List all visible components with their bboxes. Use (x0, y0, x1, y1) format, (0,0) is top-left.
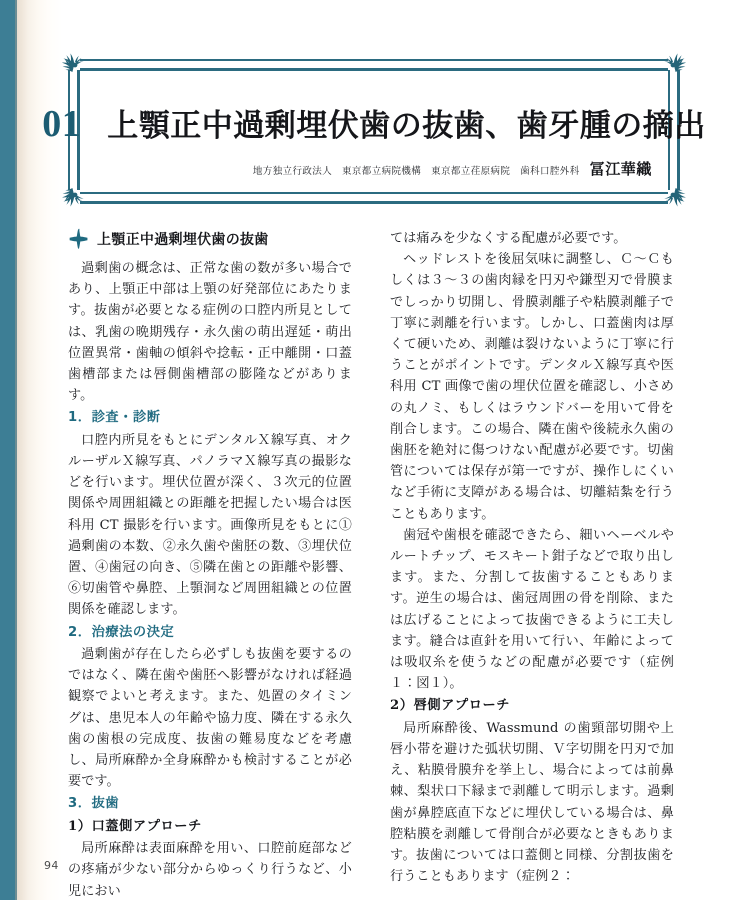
body-columns (68, 228, 674, 899)
paragraph: 局所麻酔は表面麻酔を用い、口腔前庭部などの疼痛が少ない部分からゆっくり行うなど、小児におい (68, 841, 352, 899)
paragraph: 口腔内所見をもとにデンタルＸ線写真、オクルーザルＸ線写真、パノラマＸ線写真の撮影などを行います。埋伏位置が深く、３次元的位置関係や周囲組織との距離を把握したい場合は医科用 CT 撮影を行います。画像所見をもとに①過剰歯の本数、②永久歯や歯胚の数、③埋伏位置、④歯冠の向き、⑤隣在歯との距離や影響、⑥切歯管や鼻腔、上顎洞など周囲組織との位置関係を確認します。 (68, 432, 352, 618)
author-affiliation: 地方独立行政法人 東京都立病院機構 東京都立荏原病院 歯科口腔外科 (252, 166, 580, 177)
author-name: 冨江華織 (589, 160, 652, 178)
leaf-fleuron-icon (58, 180, 90, 212)
right-column (390, 228, 674, 885)
paragraph: ヘッドレストを後屈気味に調整し、Ｃ～Ｃもしくは３～３の歯肉縁を円刃や鎌型刃で骨膜までしっかり切開し、骨膜剥離子や粘膜剥離子で丁寧に剥離を行います。しかし、口蓋歯肉は厚くて硬いため、剥離は裂けないように丁寧に行うことがポイントです。デンタルＸ線写真や医科用 CT 画像で歯の埋伏位置を確認し、小さめの丸ノミ、もしくはラウンドバーを用いて骨を削合します。この場合、隣在歯や後続永久歯の歯胚を絶対に傷つけない配慮が必要です。切歯管については保存が第一ですが、操作しにくいなど手術に支障がある場合は、切離結紮を行うこともあります。 (390, 252, 674, 522)
section-heading (68, 228, 352, 250)
header-rule-bottom (80, 192, 668, 204)
chapter-number: 01 (42, 102, 82, 145)
paragraph-continued: ては痛みを少なくする配慮が必要です。 (390, 231, 627, 246)
leaf-fleuron-icon (58, 48, 90, 80)
four-point-star-icon (68, 228, 90, 250)
byline (253, 158, 652, 179)
leaf-fleuron-icon (658, 48, 690, 80)
paragraph: 歯冠や歯根を確認できたら、細いヘーベルやルートチップ、モスキート鉗子などで取り出します。また、分割して抜歯することもあります。逆生の場合は、歯冠周囲の骨を削除、または広げることによって抜歯できるように工夫します。縫合は直針を用いて行い、年齢によっては吸収糸を使うなどの配慮が必要です（症例１：図１）。 (390, 527, 674, 692)
left-column (68, 228, 352, 899)
paragraph: 過剰歯が存在したら必ずしも抜歯を要するのではなく、隣在歯や歯胚へ影響がなければ経過観察でよいと考えます。また、処置のタイミングは、患児本人の年齢や協力度、隣在する永久歯の歯根の完成度、抜歯の難易度などを考慮し、局所麻酔か全身麻酔かも検討することが必要です。 (68, 647, 352, 790)
subheading: 3．抜歯 (68, 796, 120, 812)
paragraph: 過剰歯の概念は、正常な歯の数が多い場合であり、上顎正中部は上顎の好発部位にあたります。抜歯が必要となる症例の口腔内所見としては、乳歯の晩期残存・永久歯の萌出遅延・萌出位置異常・歯軸の傾斜や捻転・正中離開・口蓋歯槽部または唇側歯槽部の膨隆などがあります。 (68, 261, 352, 404)
section-heading-label: 上顎正中過剰埋伏歯の抜歯 (97, 232, 269, 248)
header-rule-top (80, 59, 668, 71)
subheading: 1．診査・診断 (68, 410, 161, 426)
subheading-level2: 2）唇側アプローチ (390, 698, 511, 714)
page-title: 上顎正中過剰埋伏歯の抜歯、歯牙腫の摘出 (107, 107, 706, 144)
subheading-level2: 1）口蓋側アプローチ (68, 818, 202, 834)
page-number: 94 (44, 859, 59, 872)
chapter-title-row (42, 90, 706, 163)
subheading: 2．治療法の決定 (68, 624, 175, 640)
paragraph: 局所麻酔後、Wassmund の歯頸部切開や上唇小帯を避けた弧状切開、Ｖ字切開を円刃で加え、粘膜骨膜弁を挙上し、場合によっては前鼻棘、梨状口下縁まで剥離して明示します。過剰歯が鼻腔底直下などに埋伏している場合は、鼻腔粘膜を剥離して骨削合が必要なときもあります。抜歯については口蓋側と同様、分割抜歯を行うこともあります（症例２： (390, 720, 674, 885)
leaf-fleuron-icon (658, 180, 690, 212)
chapter-header-plate (42, 48, 706, 212)
